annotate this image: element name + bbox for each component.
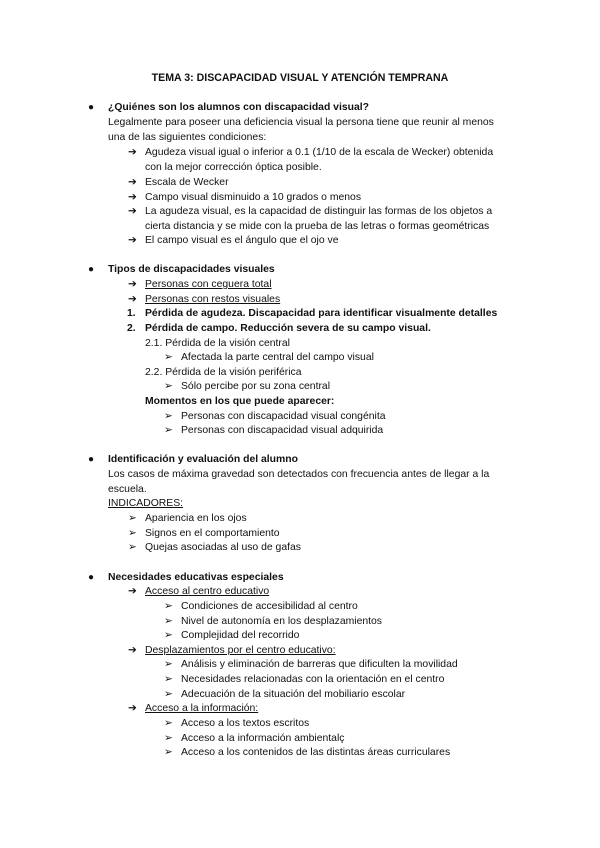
arrow-icon: ➔	[128, 192, 137, 203]
sub-heading: Momentos en los que puede aparecer:	[145, 396, 335, 407]
triangle-arrow-icon: ➢	[128, 542, 137, 553]
paragraph-line: escuela.	[108, 484, 147, 495]
arrow-icon: ➔	[128, 235, 137, 246]
list-number: 2.	[127, 323, 136, 334]
paragraph-line: una de las siguientes condiciones:	[108, 132, 267, 143]
arrow-icon: ➔	[128, 206, 137, 217]
triangle-arrow-icon: ➢	[164, 601, 173, 612]
triangle-arrow-icon: ➢	[164, 381, 173, 392]
section-heading: Necesidades educativas especiales	[108, 572, 284, 583]
list-item: Pérdida de campo. Reducción severa de su campo visual.	[145, 323, 431, 334]
list-item: Personas con ceguera total	[145, 279, 272, 290]
list-item: Apariencia en los ojos	[145, 513, 247, 524]
bullet-icon: ●	[88, 454, 95, 465]
triangle-arrow-icon: ➢	[164, 616, 173, 627]
paragraph-line: Los casos de máxima gravedad son detectados con frecuencia antes de llegar a la	[108, 469, 490, 480]
list-item: La agudeza visual, es la capacidad de distinguir las formas de los objetos a	[145, 206, 493, 217]
section-heading: ¿Quiénes son los alumnos con discapacidad visual?	[108, 102, 369, 113]
sub-sub-item: Condiciones de accesibilidad al centro	[181, 601, 358, 612]
sub-sub-item: Personas con discapacidad visual adquirida	[181, 425, 384, 436]
sub-sub-item: Personas con discapacidad visual congénita	[181, 411, 386, 422]
arrow-icon: ➔	[128, 586, 137, 597]
sub-sub-item: Acceso a la información ambientalç	[181, 733, 345, 744]
arrow-icon: ➔	[128, 177, 137, 188]
section-heading: Identificación y evaluación del alumno	[108, 454, 298, 465]
sub-sub-item: Acceso a los textos escritos	[181, 718, 310, 729]
list-item: Acceso al centro educativo	[145, 586, 270, 597]
sub-item: 2.1. Pérdida de la visión central	[145, 338, 290, 349]
list-item: Signos en el comportamiento	[145, 528, 280, 539]
sub-sub-item: Necesidades relacionadas con la orientación en el centro	[181, 674, 445, 685]
triangle-arrow-icon: ➢	[128, 528, 137, 539]
paragraph-line: Legalmente para poseer una deficiencia visual la persona tiene que reunir al menos	[108, 117, 494, 128]
list-item: Quejas asociadas al uso de gafas	[145, 542, 301, 553]
arrow-icon: ➔	[128, 645, 137, 656]
sub-sub-item: Acceso a los contenidos de las distintas áreas curriculares	[181, 747, 451, 758]
arrow-icon: ➔	[128, 703, 137, 714]
list-item: Desplazamientos por el centro educativo:	[145, 645, 336, 656]
triangle-arrow-icon: ➢	[164, 425, 173, 436]
sub-sub-item: Adecuación de la situación del mobiliario escolar	[181, 689, 406, 700]
sub-sub-item: Afectada la parte central del campo visual	[181, 352, 374, 363]
sub-sub-item: Complejidad del recorrido	[181, 630, 300, 641]
bullet-icon: ●	[88, 264, 95, 275]
list-item: Campo visual disminuido a 10 grados o menos	[145, 192, 362, 203]
arrow-icon: ➔	[128, 279, 137, 290]
sub-heading: INDICADORES:	[108, 498, 184, 509]
triangle-arrow-icon: ➢	[164, 659, 173, 670]
section-heading: Tipos de discapacidades visuales	[108, 264, 275, 275]
triangle-arrow-icon: ➢	[164, 630, 173, 641]
sub-item: 2.2. Pérdida de la visión periférica	[145, 367, 302, 378]
bullet-icon: ●	[88, 102, 95, 113]
list-item-continuation: cierta distancia y se mide con la prueba de las letras o formas geométricas	[145, 221, 490, 232]
list-item: El campo visual es el ángulo que el ojo ve	[145, 235, 339, 246]
triangle-arrow-icon: ➢	[128, 513, 137, 524]
list-item: Pérdida de agudeza. Discapacidad para identificar visualmente detalles	[145, 308, 498, 319]
sub-sub-item: Análisis y eliminación de barreras que dificulten la movilidad	[181, 659, 458, 670]
arrow-icon: ➔	[128, 294, 137, 305]
triangle-arrow-icon: ➢	[164, 352, 173, 363]
list-item-continuation: con la mejor corrección óptica posible.	[145, 162, 322, 173]
triangle-arrow-icon: ➢	[164, 733, 173, 744]
triangle-arrow-icon: ➢	[164, 674, 173, 685]
bullet-icon: ●	[88, 572, 95, 583]
list-item: Agudeza visual igual o inferior a 0.1 (1/10 de la escala de Wecker) obtenida	[145, 147, 494, 158]
arrow-icon: ➔	[128, 147, 137, 158]
list-item: Acceso a la información:	[145, 703, 259, 714]
sub-sub-item: Sólo percibe por su zona central	[181, 381, 331, 392]
list-item: Escala de Wecker	[145, 177, 229, 188]
triangle-arrow-icon: ➢	[164, 411, 173, 422]
triangle-arrow-icon: ➢	[164, 747, 173, 758]
sub-sub-item: Nivel de autonomía en los desplazamientos	[181, 616, 383, 627]
list-number: 1.	[127, 308, 136, 319]
triangle-arrow-icon: ➢	[164, 718, 173, 729]
list-item: Personas con restos visuales	[145, 294, 281, 305]
document-title: TEMA 3: DISCAPACIDAD VISUAL Y ATENCIÓN TEMPRANA	[151, 72, 449, 84]
triangle-arrow-icon: ➢	[164, 689, 173, 700]
